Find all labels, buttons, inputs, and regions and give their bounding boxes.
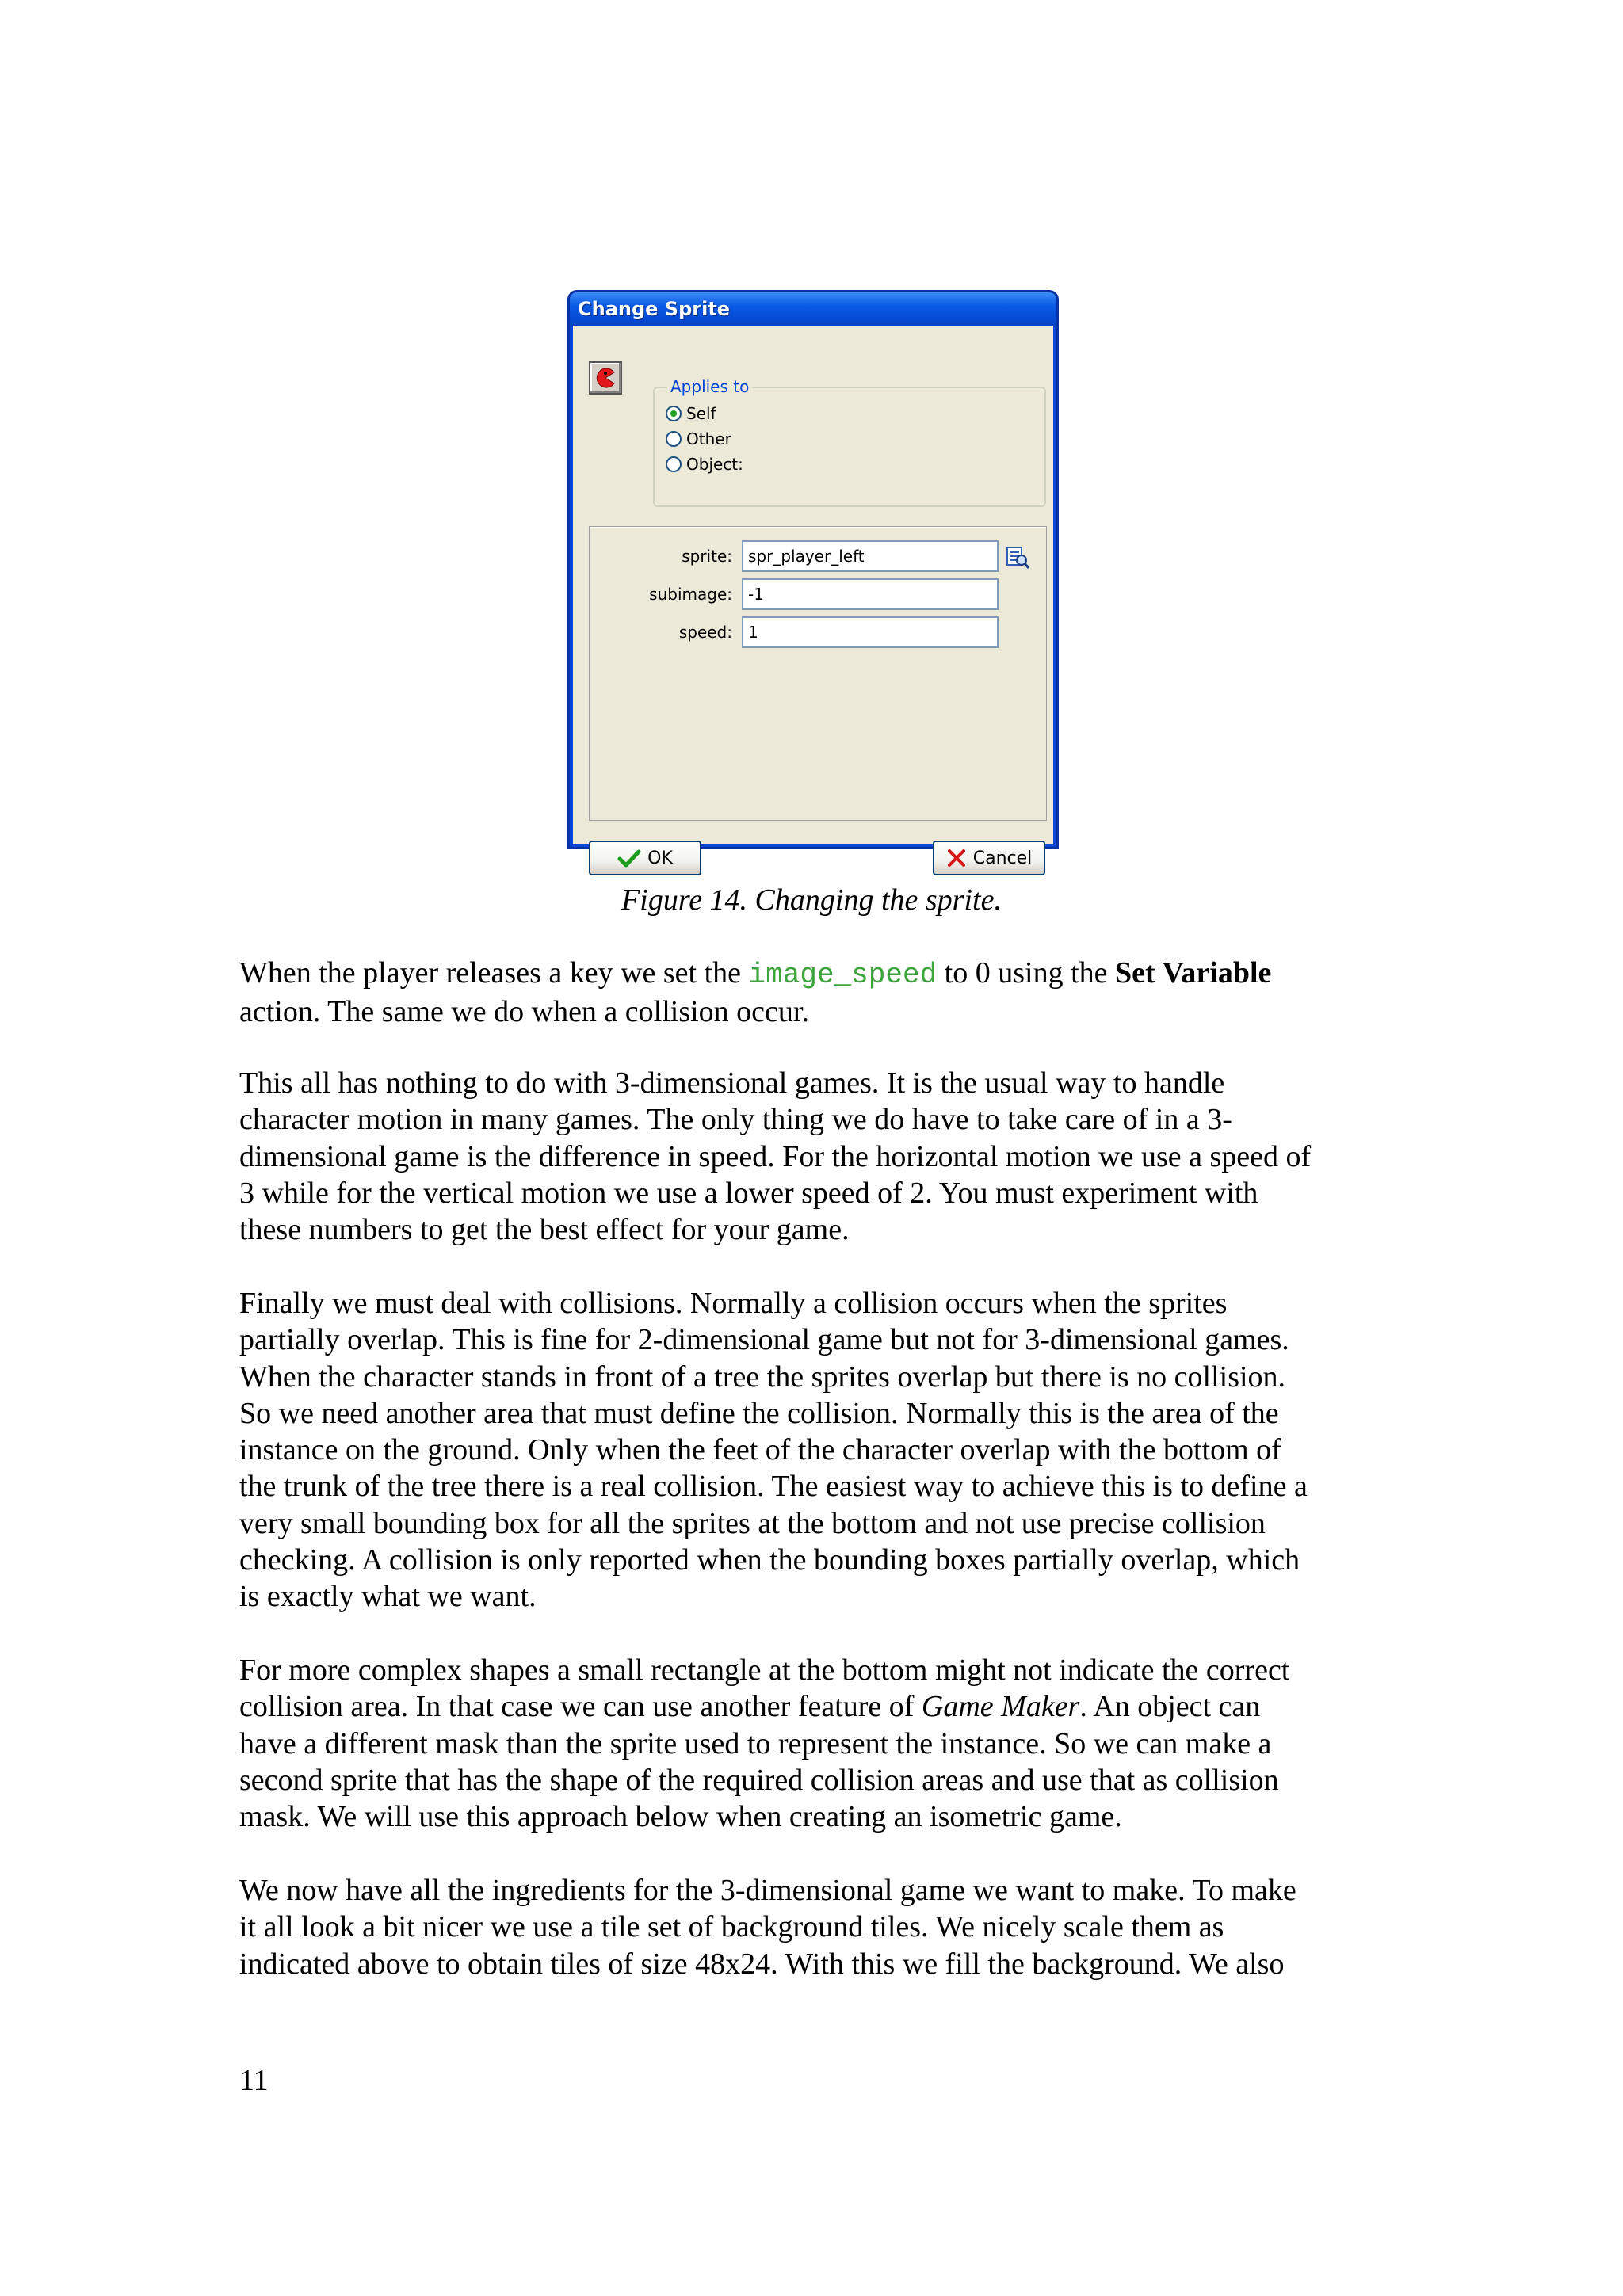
text-line: indicated above to obtain tiles of size 48x24. With this we fill the background. We also bbox=[239, 1947, 1285, 1981]
paragraph-collision-mask bbox=[239, 1652, 1396, 1835]
text-line: character motion in many games. The only thing we do have to take care of in a 3- bbox=[239, 1103, 1232, 1137]
text-line: This all has nothing to do with 3-dimensional games. It is the usual way to handle bbox=[239, 1066, 1225, 1100]
speed-field[interactable]: 1 bbox=[742, 616, 999, 648]
code-image-speed: image_speed bbox=[748, 959, 938, 991]
pacman-icon bbox=[589, 361, 622, 395]
text-line: For more complex shapes a small rectangle at the bottom might not indicate the correct bbox=[239, 1653, 1290, 1687]
text-line: action. The same we do when a collision occur. bbox=[239, 995, 809, 1029]
change-sprite-dialog bbox=[567, 290, 1059, 868]
applies-to-group bbox=[653, 377, 1046, 507]
text-line: these numbers to get the best effect for your game. bbox=[239, 1213, 850, 1247]
text-line: mask. We will use this approach below when creating an isometric game. bbox=[239, 1800, 1122, 1834]
text-line: it all look a bit nicer we use a tile set of background tiles. We nicely scale them as bbox=[239, 1910, 1224, 1944]
radio-object-label: Object: bbox=[686, 455, 743, 474]
text-line: partially overlap. This is fine for 2-dimensional game but not for 3-dimensional games. bbox=[239, 1323, 1289, 1357]
cancel-button[interactable] bbox=[933, 841, 1045, 875]
bold-set-variable: Set Variable bbox=[1115, 956, 1272, 990]
text-run: When the player releases a key we set the bbox=[239, 956, 749, 990]
text-line: is exactly what we want. bbox=[239, 1580, 537, 1614]
text-line: dimensional game is the difference in speed. For the horizontal motion we use a speed of bbox=[239, 1139, 1312, 1173]
checkmark-icon bbox=[617, 849, 641, 868]
figure-caption: Figure 14. Changing the sprite. bbox=[621, 883, 1002, 917]
text-run: to 0 using the bbox=[937, 956, 1115, 990]
browse-sprite-icon[interactable] bbox=[1005, 544, 1030, 570]
text-line bbox=[239, 955, 1396, 994]
text-run: . An object can bbox=[1079, 1690, 1261, 1724]
sprite-label: sprite: bbox=[682, 547, 732, 566]
text-line: instance on the ground. Only when the feet of the character overlap with the bottom of bbox=[239, 1433, 1281, 1467]
ok-button-label: OK bbox=[647, 848, 673, 868]
text-line: very small bounding box for all the sprites at the bottom and not use precise collision bbox=[239, 1506, 1266, 1540]
dialog-title: Change Sprite bbox=[570, 292, 1056, 326]
text-line: have a different mask than the sprite used to represent the instance. So we can make a bbox=[239, 1726, 1272, 1760]
paragraph-collisions bbox=[239, 1285, 1396, 1615]
dialog-client-area bbox=[573, 326, 1053, 868]
speed-row bbox=[590, 616, 1046, 649]
radio-other[interactable] bbox=[666, 428, 731, 450]
text-line: 3 while for the vertical motion we use a lower speed of 2. You must experiment with bbox=[239, 1176, 1258, 1210]
text-line: second sprite that has the shape of the required collision areas and use that as collision bbox=[239, 1763, 1279, 1797]
radio-other-label: Other bbox=[686, 429, 731, 448]
subimage-label: subimage: bbox=[649, 585, 732, 604]
radio-object[interactable] bbox=[666, 453, 743, 475]
paragraph-ingredients bbox=[239, 1872, 1396, 1982]
cancel-button-label: Cancel bbox=[972, 848, 1033, 868]
page-number: 11 bbox=[239, 2064, 269, 2097]
text-line: the trunk of the tree there is a real collision. The easiest way to achieve this is to define a bbox=[239, 1470, 1308, 1504]
paragraph-set-variable bbox=[239, 955, 1396, 1031]
subimage-row bbox=[590, 578, 1046, 611]
text-line: Finally we must deal with collisions. Normally a collision occurs when the sprites bbox=[239, 1287, 1228, 1320]
radio-self-label: Self bbox=[686, 404, 716, 423]
text-line bbox=[239, 1688, 1396, 1725]
subimage-field[interactable]: -1 bbox=[742, 578, 999, 610]
text-run: collision area. In that case we can use another feature of bbox=[239, 1690, 922, 1724]
x-icon bbox=[946, 848, 967, 868]
text-line: checking. A collision is only reported when the bounding boxes partially overlap, which bbox=[239, 1543, 1300, 1577]
arguments-panel bbox=[589, 526, 1047, 821]
text-line: We now have all the ingredients for the 3-dimensional game we want to make. To make bbox=[239, 1874, 1296, 1907]
sprite-field[interactable]: spr_player_left bbox=[742, 540, 999, 572]
speed-label: speed: bbox=[678, 623, 732, 642]
ok-button[interactable] bbox=[589, 841, 701, 875]
radio-button-checked[interactable] bbox=[666, 406, 682, 421]
radio-button[interactable] bbox=[666, 456, 682, 472]
text-line: When the character stands in front of a tree the sprites overlap but there is no collision. bbox=[239, 1360, 1286, 1394]
text-line: So we need another area that must define the collision. Normally this is the area of the bbox=[239, 1396, 1279, 1430]
paragraph-character-motion bbox=[239, 1065, 1396, 1248]
radio-self[interactable] bbox=[666, 402, 716, 425]
sprite-row bbox=[590, 540, 1046, 573]
italic-game-maker: Game Maker bbox=[921, 1690, 1080, 1724]
applies-to-label: Applies to bbox=[667, 376, 752, 397]
radio-button[interactable] bbox=[666, 431, 682, 447]
